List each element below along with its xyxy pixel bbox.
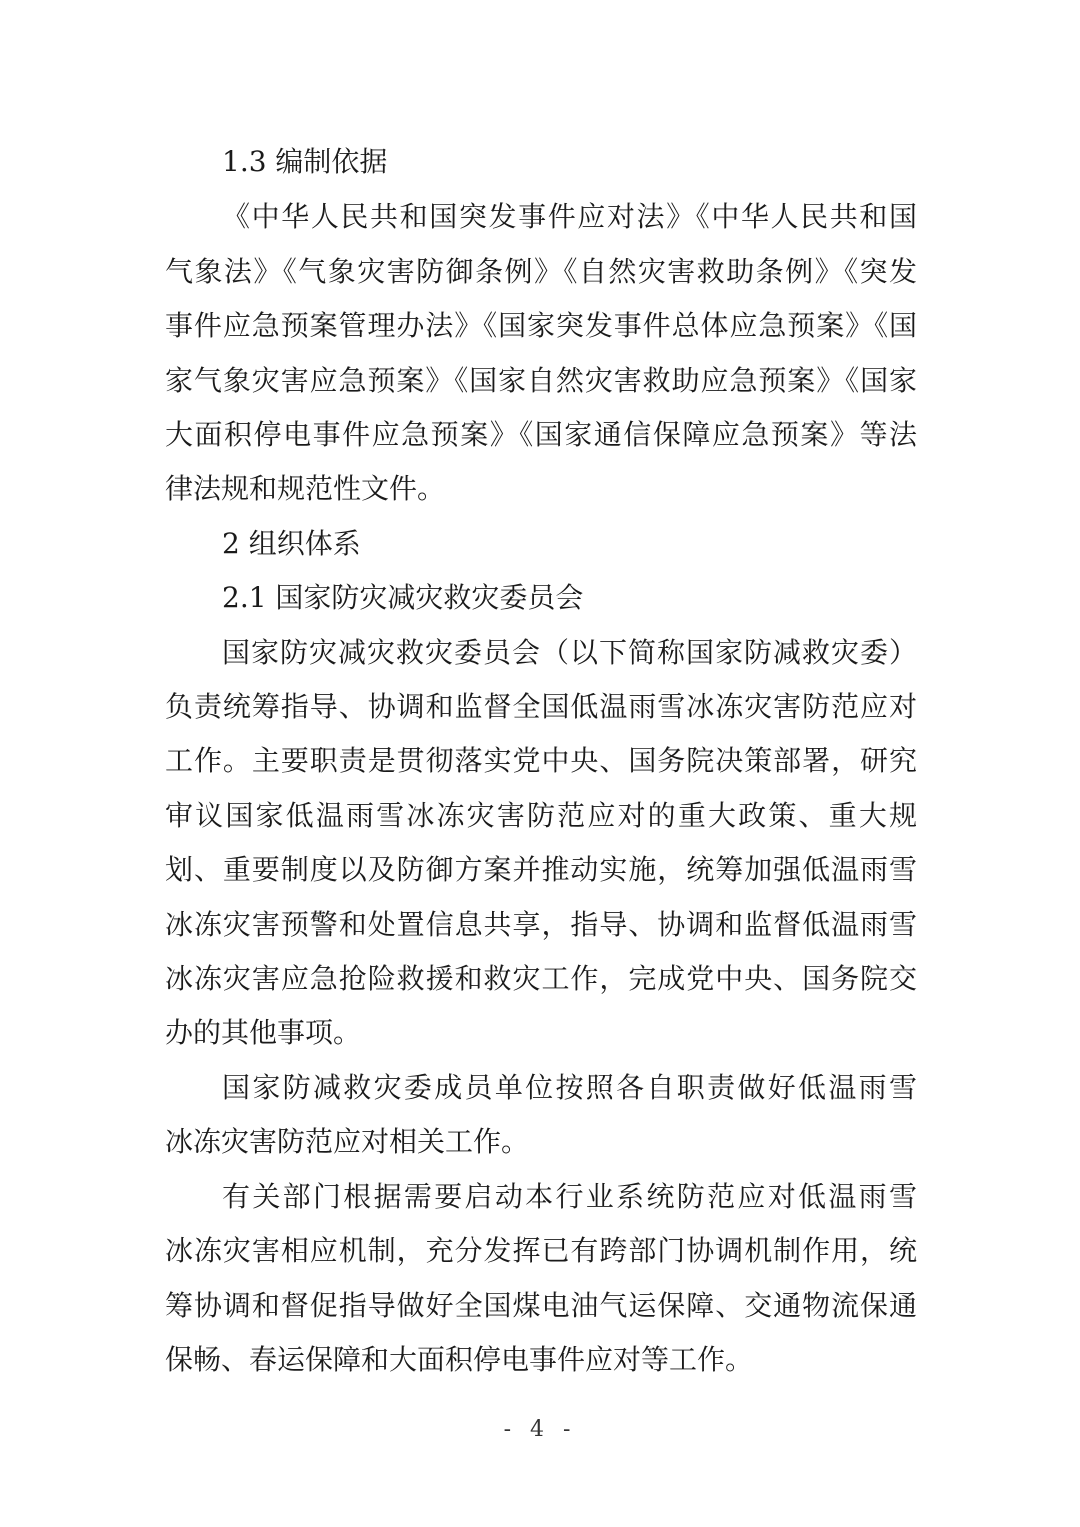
paragraph-line: 《中华人民共和国突发事件应对法》《中华人民共和国 [222, 200, 917, 233]
paragraph-line: 冰冻灾害防范应对相关工作。 [165, 1125, 530, 1158]
paragraph-line: 划、重要制度以及防御方案并推动实施，统筹加强低温雨雪 [165, 853, 917, 886]
paragraph-line: 事件应急预案管理办法》《国家突发事件总体应急预案》《国 [165, 309, 917, 342]
paragraph-line: 审议国家低温雨雪冰冻灾害防范应对的重大政策、重大规 [165, 799, 917, 832]
paragraph-line: 冰冻灾害应急抢险救援和救灾工作，完成党中央、国务院交 [165, 962, 917, 995]
paragraph-line: 办的其他事项。 [165, 1016, 362, 1049]
paragraph-line: 大面积停电事件应急预案》《国家通信保障应急预案》等法 [165, 418, 917, 451]
page-number: - 4 - [503, 1417, 577, 1442]
section-heading-2: 2 组织体系 [222, 527, 361, 560]
paragraph-line: 国家防灾减灾救灾委员会（以下简称国家防减救灾委） [222, 636, 917, 669]
paragraph-line: 保畅、春运保障和大面积停电事件应对等工作。 [165, 1343, 754, 1376]
paragraph-line: 筹协调和督促指导做好全国煤电油气运保障、交通物流保通 [165, 1289, 917, 1322]
paragraph-line: 工作。主要职责是贯彻落实党中央、国务院决策部署，研究 [165, 744, 917, 777]
paragraph-line: 冰冻灾害相应机制，充分发挥已有跨部门协调机制作用，统 [165, 1234, 917, 1267]
paragraph-line: 冰冻灾害预警和处置信息共享，指导、协调和监督低温雨雪 [165, 908, 917, 941]
paragraph-line: 家气象灾害应急预案》《国家自然灾害救助应急预案》《国家 [165, 364, 917, 397]
paragraph-line: 有关部门根据需要启动本行业系统防范应对低温雨雪 [222, 1180, 917, 1213]
section-heading-2-1: 2.1 国家防灾减灾救灾委员会 [222, 581, 584, 614]
section-heading-1-3: 1.3 编制依据 [222, 145, 388, 178]
paragraph-line: 负责统筹指导、协调和监督全国低温雨雪冰冻灾害防范应对 [165, 690, 917, 723]
paragraph-line: 国家防减救灾委成员单位按照各自职责做好低温雨雪 [222, 1071, 917, 1104]
paragraph-line: 气象法》《气象灾害防御条例》《自然灾害救助条例》《突发 [165, 255, 917, 288]
paragraph-line: 律法规和规范性文件。 [165, 472, 446, 505]
